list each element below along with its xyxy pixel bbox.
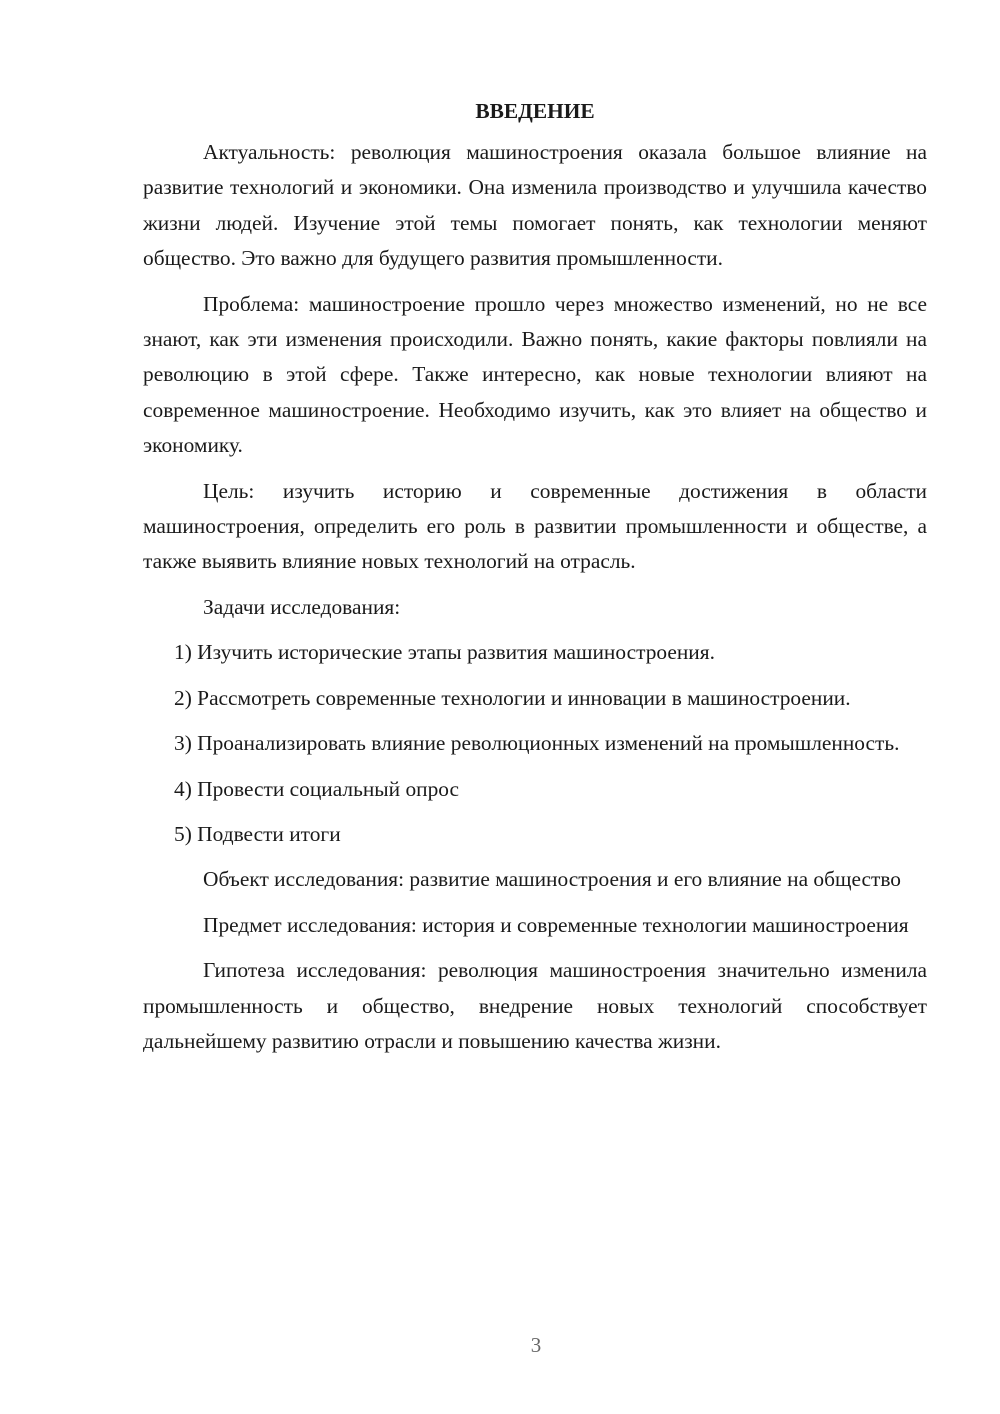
paragraph-problem: Проблема: машиностроение прошло через множество изменений, но не все знают, как эти изменения происходили. Важно понять, какие факторы повлияли на революцию в этой сфере. Также интересно, как новые технологии влияют на современное машиностроение. Необходимо изучить, как это влияет на общество и экономику. (143, 291, 927, 458)
paragraph-goal: Цель: изучить историю и современные достижения в области машиностроения, определить его роль в развитии промышленности и обществе, а также выявить влияние новых технологий на отрасль. (143, 478, 927, 574)
paragraph-object: Объект исследования: развитие машиностроения и его влияние на общество (203, 867, 901, 892)
tasks-heading: Задачи исследования: (203, 594, 401, 619)
task-item-4: 4) Провести социальный опрос (174, 776, 460, 801)
page-number: 3 (530, 1333, 542, 1357)
task-item-1: 1) Изучить исторические этапы развития машиностроения. (174, 640, 715, 665)
task-item-3: 3) Проанализировать влияние революционных изменений на промышленность. (174, 731, 900, 756)
section-title: ВВЕДЕНИЕ (475, 99, 595, 123)
task-item-2: 2) Рассмотреть современные технологии и инновации в машиностроении. (174, 685, 851, 710)
paragraph-subject: Предмет исследования: история и современные технологии машиностроения (203, 912, 909, 937)
paragraph-hypothesis: Гипотеза исследования: революция машиностроения значительно изменила промышленность и общество, внедрение новых технологий способствует дальнейшему развитию отрасли и повышению качества жизни. (143, 958, 927, 1053)
document-body (143, 96, 927, 1069)
task-item-5: 5) Подвести итоги (174, 821, 341, 846)
paragraph-relevance: Актуальность: революция машиностроения оказала большое влияние на развитие технологий и экономики. Она изменила производство и улучшила качество жизни людей. Изучение этой темы помогает понять, как технологии меняют общество. Это важно для будущего развития промышленности. (143, 140, 927, 271)
